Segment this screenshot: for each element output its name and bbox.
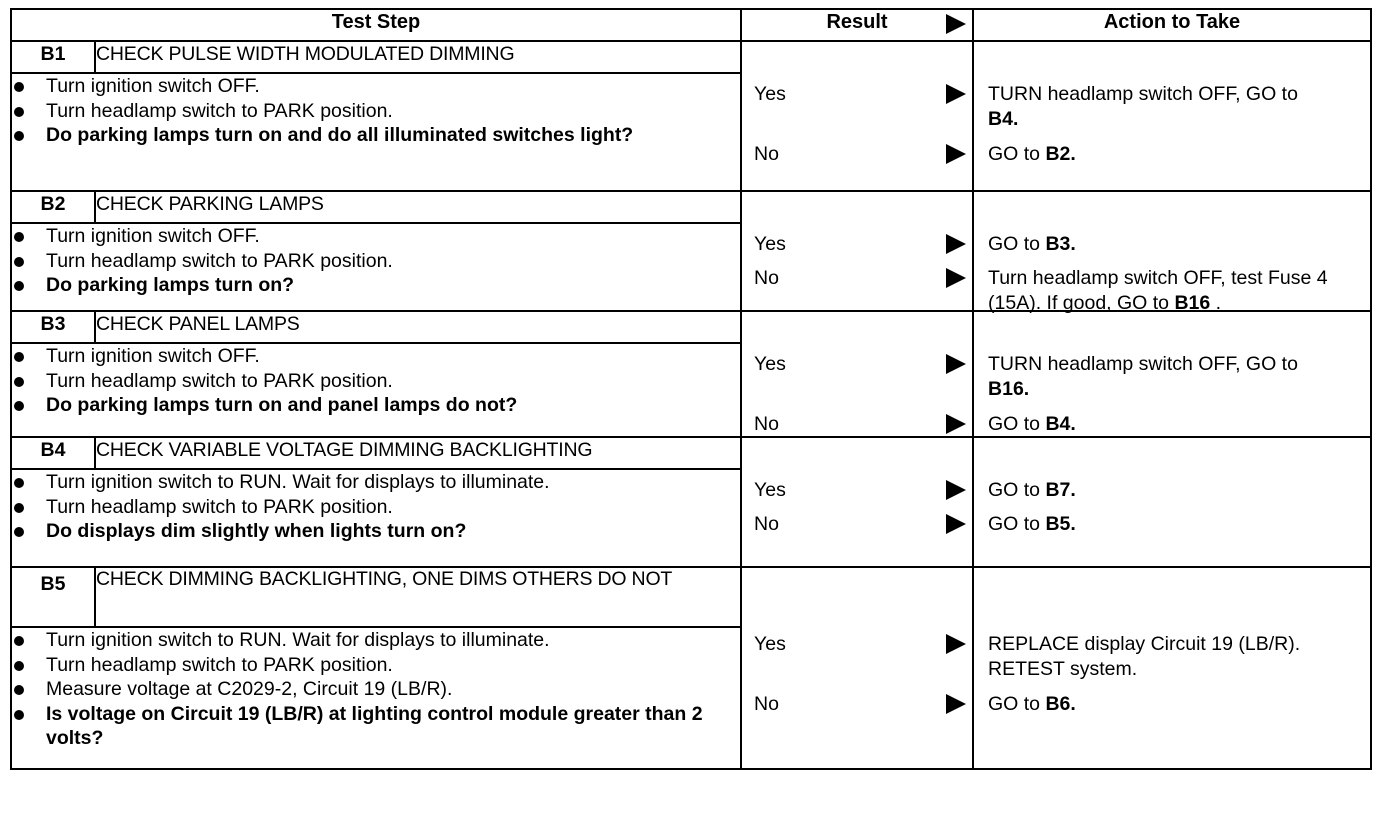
result-label: Yes xyxy=(754,233,786,255)
step-b5-bullets xyxy=(11,627,741,769)
bullet-list xyxy=(12,628,740,751)
action-text: GO to xyxy=(988,413,1041,435)
action-ref: B2. xyxy=(1045,143,1076,165)
bullet-item: Turn ignition switch to RUN. Wait for displays to illuminate. xyxy=(12,628,740,653)
action-ref: B16 xyxy=(1174,291,1211,314)
action-yes xyxy=(988,232,1364,257)
result-label: No xyxy=(754,693,779,715)
arrow-right-icon xyxy=(946,84,966,104)
step-title: CHECK PARKING LAMPS xyxy=(95,191,741,223)
arrow-right-icon xyxy=(946,414,966,434)
action-no xyxy=(988,266,1364,315)
step-b5-actions xyxy=(973,567,1371,769)
result-yes xyxy=(754,82,972,108)
step-b3-title-row xyxy=(11,311,1371,343)
header-action: Action to Take xyxy=(973,9,1371,41)
action-ref: B5. xyxy=(1045,513,1076,535)
action-yes xyxy=(988,82,1364,131)
header-test-step: Test Step xyxy=(11,9,741,41)
result-label: Yes xyxy=(754,479,786,501)
bullet-list xyxy=(12,344,740,418)
arrow-right-icon xyxy=(946,694,966,714)
bullet-item: Turn headlamp switch to PARK position. xyxy=(12,369,740,394)
step-b1-actions xyxy=(973,41,1371,191)
bullet-item: Turn headlamp switch to PARK position. xyxy=(12,99,740,124)
action-yes xyxy=(988,478,1364,503)
step-b1-bullets xyxy=(11,73,741,191)
step-b1-results xyxy=(741,41,973,191)
arrow-right-icon xyxy=(946,480,966,500)
step-id: B3 xyxy=(11,311,95,343)
action-no xyxy=(988,142,1364,167)
arrow-right-icon xyxy=(946,234,966,254)
action-ref: B6. xyxy=(1045,693,1076,715)
action-yes xyxy=(988,632,1364,681)
bullet-item: Measure voltage at C2029-2, Circuit 19 (LB/R). xyxy=(12,677,740,702)
action-text: Turn headlamp switch OFF, test Fuse 4 (15A). If good, GO to xyxy=(988,267,1328,314)
step-b5-title-row xyxy=(11,567,1371,627)
action-no xyxy=(988,412,1364,437)
result-no xyxy=(754,412,972,438)
bullet-item: Turn ignition switch OFF. xyxy=(12,344,740,369)
arrow-right-icon xyxy=(946,634,966,654)
step-b4-actions xyxy=(973,437,1371,567)
step-id: B1 xyxy=(11,41,95,73)
step-b2-results xyxy=(741,191,973,311)
header-result xyxy=(741,9,973,41)
action-ref: B4. xyxy=(1045,413,1076,435)
step-id: B5 xyxy=(11,567,95,627)
arrow-right-icon xyxy=(946,514,966,534)
step-b4-title-row xyxy=(11,437,1371,469)
bullet-item: Turn headlamp switch to PARK position. xyxy=(12,653,740,678)
action-text: GO to xyxy=(988,233,1041,255)
step-b4-results xyxy=(741,437,973,567)
bullet-list xyxy=(12,74,740,148)
step-b5-results xyxy=(741,567,973,769)
bullet-list xyxy=(12,224,740,298)
result-yes xyxy=(754,632,972,658)
header-result-label: Result xyxy=(826,11,888,33)
action-text: GO to xyxy=(988,693,1041,715)
bullet-item: Turn headlamp switch to PARK position. xyxy=(12,495,740,520)
action-no xyxy=(988,512,1364,537)
step-title: CHECK PULSE WIDTH MODULATED DIMMING xyxy=(95,41,741,73)
result-label: Yes xyxy=(754,633,786,655)
result-label: No xyxy=(754,413,779,435)
action-text: TURN headlamp switch OFF, GO to xyxy=(988,353,1298,375)
bullet-question: Is voltage on Circuit 19 (LB/R) at lighting control module greater than 2 volts? xyxy=(12,702,740,751)
bullet-item: Turn ignition switch OFF. xyxy=(12,74,740,99)
result-yes xyxy=(754,352,972,378)
action-text: GO to xyxy=(988,479,1041,501)
arrow-right-icon xyxy=(946,354,966,374)
step-title: CHECK VARIABLE VOLTAGE DIMMING BACKLIGHTING xyxy=(95,437,741,469)
action-text: REPLACE display Circuit 19 (LB/R). RETEST system. xyxy=(988,633,1301,680)
action-text: GO to xyxy=(988,143,1041,165)
result-label: No xyxy=(754,143,779,165)
step-b2-actions xyxy=(973,191,1371,314)
result-label: No xyxy=(754,267,779,289)
step-b2-title-row xyxy=(11,191,1371,223)
step-id: B4 xyxy=(11,437,95,469)
result-no xyxy=(754,512,972,538)
result-no xyxy=(754,266,972,292)
arrow-right-icon xyxy=(946,268,966,288)
result-label: Yes xyxy=(754,353,786,375)
bullet-item: Turn ignition switch to RUN. Wait for displays to illuminate. xyxy=(12,470,740,495)
diagnostic-table xyxy=(10,8,1372,770)
test-step-table-container xyxy=(10,8,1370,818)
result-yes xyxy=(754,478,972,504)
bullet-item: Turn headlamp switch to PARK position. xyxy=(12,249,740,274)
action-text: TURN headlamp switch OFF, GO to xyxy=(988,83,1298,105)
arrow-right-icon xyxy=(946,144,966,164)
action-yes xyxy=(988,352,1364,401)
bullet-item: Turn ignition switch OFF. xyxy=(12,224,740,249)
action-ref: B16. xyxy=(988,377,1030,400)
step-b1-title-row xyxy=(11,41,1371,73)
result-no xyxy=(754,692,972,718)
bullet-question: Do parking lamps turn on and do all illuminated switches light? xyxy=(12,123,740,148)
step-b3-results xyxy=(741,311,973,437)
bullet-question: Do parking lamps turn on? xyxy=(12,273,740,298)
bullet-question: Do displays dim slightly when lights turn on? xyxy=(12,519,740,544)
action-suffix: . xyxy=(1210,291,1222,314)
bullet-list xyxy=(12,470,740,544)
arrow-right-icon xyxy=(946,14,966,34)
table-header-row xyxy=(11,9,1371,41)
step-title: CHECK DIMMING BACKLIGHTING, ONE DIMS OTHERS DO NOT xyxy=(95,567,741,627)
action-ref: B7. xyxy=(1045,479,1076,501)
action-ref: B3. xyxy=(1045,233,1076,255)
result-yes xyxy=(754,232,972,258)
step-id: B2 xyxy=(11,191,95,223)
action-text: GO to xyxy=(988,513,1041,535)
bullet-question: Do parking lamps turn on and panel lamps do not? xyxy=(12,393,740,418)
result-label: Yes xyxy=(754,83,786,105)
step-b2-bullets xyxy=(11,223,741,311)
action-no xyxy=(988,692,1364,717)
action-ref: B4. xyxy=(988,107,1019,130)
step-title: CHECK PANEL LAMPS xyxy=(95,311,741,343)
step-b4-bullets xyxy=(11,469,741,567)
result-no xyxy=(754,142,972,168)
result-label: No xyxy=(754,513,779,535)
step-b3-actions xyxy=(973,311,1371,437)
step-b3-bullets xyxy=(11,343,741,437)
